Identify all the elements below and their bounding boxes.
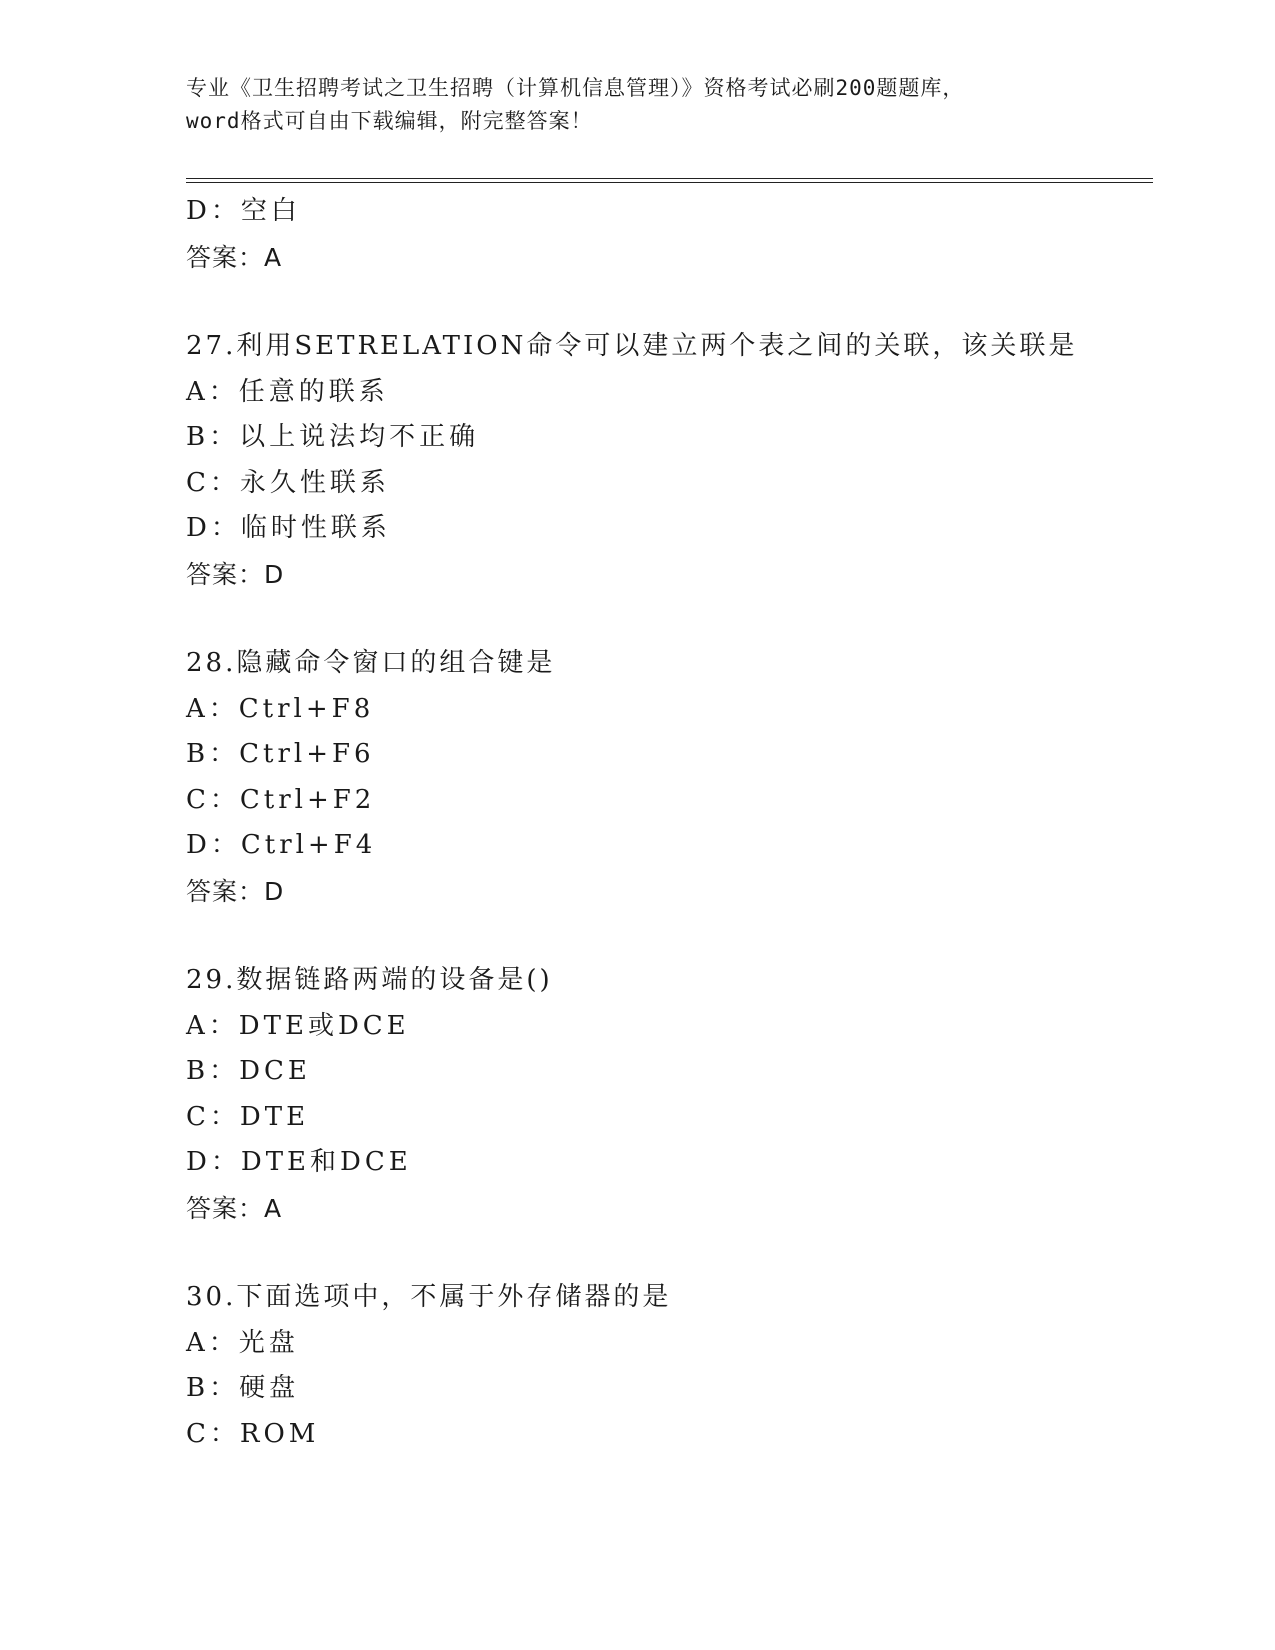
- document-header: [186, 72, 1086, 138]
- option-line: B：以上说法均不正确: [186, 422, 480, 452]
- question-stem: 27.利用SETRELATION命令可以建立两个表之间的关联，该关联是: [186, 331, 1078, 361]
- spacer: [186, 597, 1166, 641]
- header-line-1: 专业《卫生招聘考试之卫生招聘（计算机信息管理）》资格考试必刷200题题库，: [186, 76, 965, 100]
- question-block: [186, 1275, 1166, 1457]
- question-stem: 30.下面选项中，不属于外存储器的是: [186, 1282, 672, 1312]
- option-line: D：DTE和DCE: [186, 1147, 412, 1177]
- header-line-2: word格式可自由下载编辑，附完整答案！: [186, 109, 593, 133]
- option-line: D：Ctrl+F4: [186, 830, 377, 860]
- option-line: C：永久性联系: [186, 467, 390, 498]
- header-divider-bottom: [186, 182, 1153, 183]
- answer-line: 答案：A: [186, 1193, 283, 1223]
- question-block: [186, 958, 1166, 1231]
- option-line: A：Ctrl+F8: [186, 693, 375, 724]
- option-line: A：任意的联系: [186, 376, 389, 407]
- spacer: [186, 914, 1166, 958]
- option-line: A：光盘: [186, 1327, 299, 1358]
- spacer: [186, 1231, 1166, 1275]
- header-divider-top: [186, 178, 1153, 179]
- option-line: C：ROM: [186, 1418, 320, 1449]
- option-line: C：DTE: [186, 1101, 310, 1132]
- option-line: B：DCE: [186, 1056, 311, 1086]
- answer-line: 答案：D: [186, 559, 285, 589]
- option-line: B：硬盘: [186, 1373, 300, 1403]
- answer-line: 答案：A: [186, 242, 283, 272]
- question-block: [186, 324, 1166, 597]
- option-line: B：Ctrl+F6: [186, 739, 375, 769]
- option-line: C：Ctrl+F2: [186, 784, 376, 815]
- question-stem: 28.隐藏命令窗口的组合键是: [186, 648, 556, 678]
- option-line: D：空白: [186, 196, 301, 226]
- question-block: [186, 641, 1166, 914]
- spacer: [186, 280, 1166, 324]
- question-stem: 29.数据链路两端的设备是(): [186, 965, 553, 995]
- option-line: A：DTE或DCE: [186, 1010, 410, 1041]
- answer-line: 答案：D: [186, 876, 285, 906]
- option-line: D：临时性联系: [186, 513, 391, 543]
- question-list: [186, 189, 1166, 1457]
